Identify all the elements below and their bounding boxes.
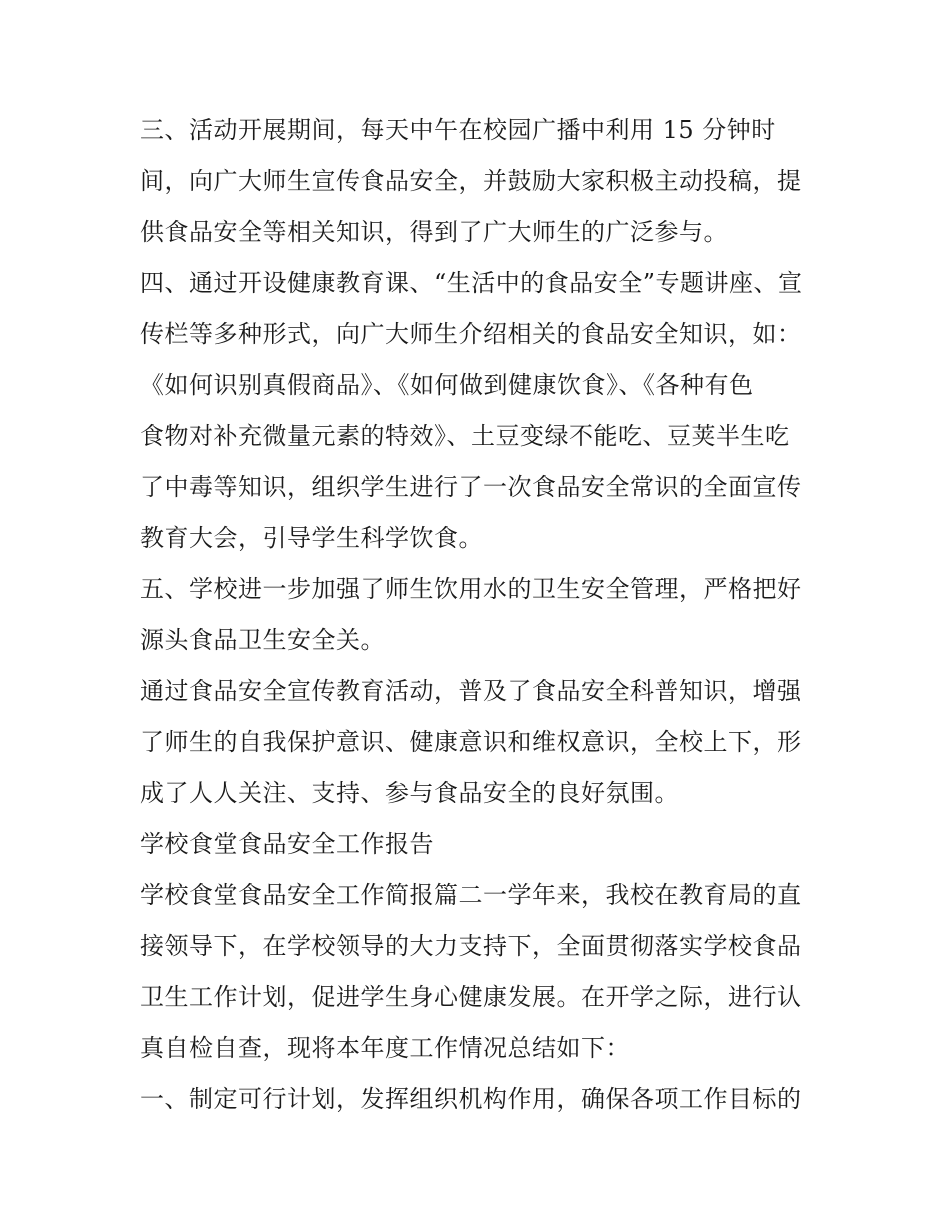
body-text-line: 四、通过开设健康教育课、“生活中的食品安全”专题讲座、宣 xyxy=(140,269,803,297)
body-text-line: 了师生的自我保护意识、健康意识和维权意识，全校上下，形 xyxy=(140,728,802,756)
body-text-line: 教育大会，引导学生科学饮食。 xyxy=(140,524,483,552)
body-text-line: 三、活动开展期间，每天中午在校园广播中利用 15 分钟时 xyxy=(140,116,776,144)
body-text-line: 间，向广大师生宣传食品安全，并鼓励大家积极主动投稿，提 xyxy=(140,167,802,195)
body-text-line: 成了人人关注、支持、参与食品安全的良好氛围。 xyxy=(140,779,679,807)
body-text-line: 源头食品卫生安全关。 xyxy=(140,626,385,654)
section-heading: 学校食堂食品安全工作报告 xyxy=(140,830,434,858)
body-text-line: 真自检自查，现将本年度工作情况总结如下： xyxy=(140,1034,630,1062)
body-text-line: 供食品安全等相关知识，得到了广大师生的广泛参与。 xyxy=(140,218,728,246)
body-text-line: 五、学校进一步加强了师生饮用水的卫生安全管理，严格把好 xyxy=(140,575,802,603)
body-text-line: 学校食堂食品安全工作简报篇二一学年来，我校在教育局的直 xyxy=(140,881,802,909)
body-text-line: 卫生工作计划，促进学生身心健康发展。在开学之际，进行认 xyxy=(140,983,802,1011)
body-text-line: 传栏等多种形式，向广大师生介绍相关的食品安全知识，如： xyxy=(140,320,802,348)
body-text-line: 食物对补充微量元素的特效》、土豆变绿不能吃、豆荚半生吃 xyxy=(140,422,790,450)
body-text-line: 了中毒等知识，组织学生进行了一次食品安全常识的全面宣传 xyxy=(140,473,802,501)
body-text-line: 一、制定可行计划，发挥组织机构作用，确保各项工作目标的 xyxy=(140,1085,802,1113)
body-text-line: 通过食品安全宣传教育活动，普及了食品安全科普知识，增强 xyxy=(140,677,802,705)
body-text-line: 接领导下，在学校领导的大力支持下，全面贯彻落实学校食品 xyxy=(140,932,802,960)
body-text-line: 《如何识别真假商品》、《如何做到健康饮食》、《各种有色 xyxy=(140,371,754,399)
